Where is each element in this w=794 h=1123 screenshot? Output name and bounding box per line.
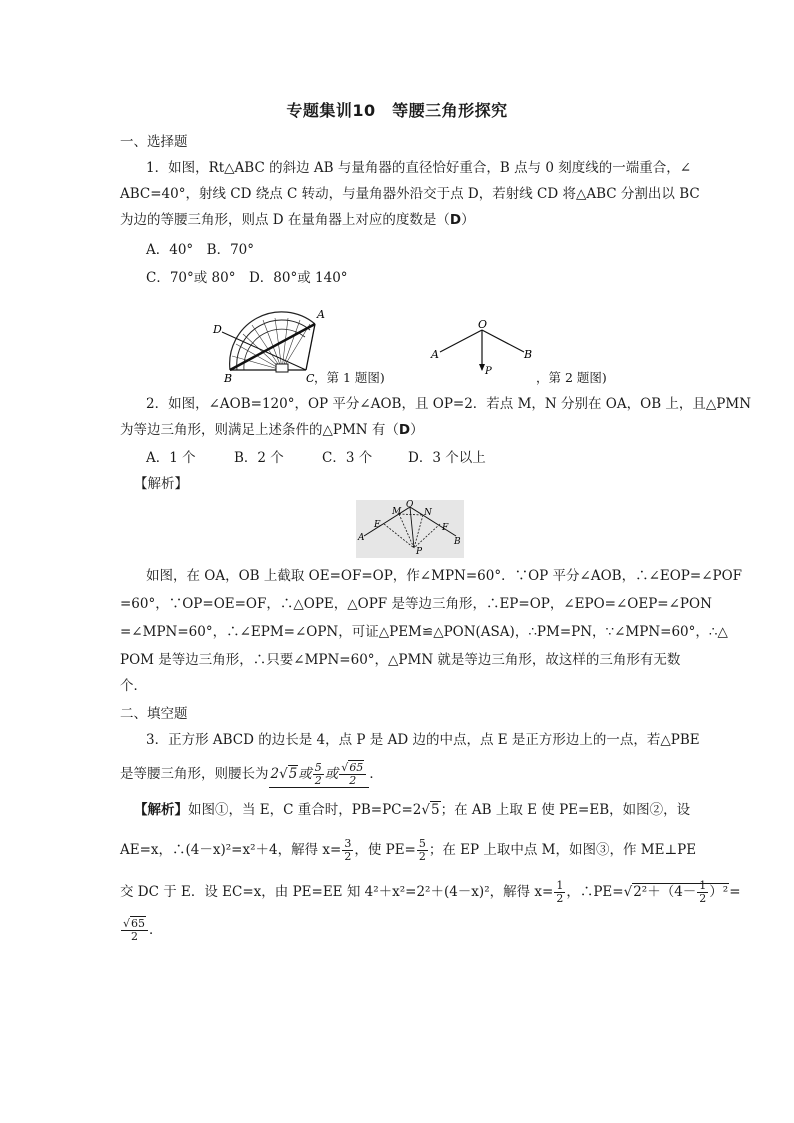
q2-answer: D <box>398 422 411 438</box>
q2-analysis-line4: POM 是等边三角形，∴只要∠MPN=60°，△PMN 就是等边三角形，故这样的三角形有无数 <box>120 652 681 668</box>
q2a-label-o: O <box>406 500 414 510</box>
q2-figure-caption: ，第 2 题图) <box>536 370 607 385</box>
section-heading-fill: 二、填空题 <box>120 706 188 722</box>
q2a-label-f: F <box>442 523 449 533</box>
q2-analysis-label: 【解析】 <box>134 476 188 492</box>
q2a-label-m: M <box>392 507 402 517</box>
q2a-label-a: A <box>358 533 365 543</box>
q1-text-line1: 1．如图，Rt△ABC 的斜边 AB 与量角器的直径恰好重合，B 点与 0 刻度线的一端重合，∠ <box>146 160 692 176</box>
q2-fig-label-p: P <box>485 366 492 377</box>
q1-figure-caption: ，第 1 题图) <box>314 370 385 385</box>
q1-fig-label-d: D <box>213 323 222 336</box>
q1-answer: D <box>449 212 462 228</box>
q3-analysis-line2: AE=x，∴(4－x)²=x²＋4，解得 x= $\frac{3}{2}$ ，使 PE= $\frac{5}{2}$ ；在 EP 上取中点 M，如图③，作 ME⊥PE <box>120 837 697 863</box>
q1-text-line3: 为边的等腰三角形，则点 D 在量角器上对应的度数是（D） <box>120 212 475 228</box>
q2-text-line1: 2．如图，∠AOB=120°，OP 平分∠AOB，且 OP=2．若点 M，N 分别在 OA，OB 上，且△PMN <box>146 396 752 412</box>
page-title: 专题集训10 等腰三角形探究 <box>286 101 508 120</box>
q1-fig-label-b: B <box>224 372 233 384</box>
q2-analysis-line5: 个． <box>120 678 147 694</box>
q2a-label-p: P <box>416 547 423 557</box>
section-heading-choice: 一、选择题 <box>120 134 188 150</box>
q1-options-ab: A．40° B．70° <box>146 242 255 258</box>
q2-analysis-line3: =∠MPN=60°，∴∠EPM=∠OPN，可证△PEM≌△PON(ASA)，∴PM=PN，∵∠MPN=60°，∴△ <box>120 624 728 640</box>
q2-analysis-line1: 如图，在 OA，OB 上截取 OE=OF=OP，作∠MPN=60°．∵OP 平分∠AOB，∴∠EOP=∠POF <box>146 568 743 584</box>
q2-angle-figure <box>428 318 538 380</box>
q2-option-d: D．3 个以上 <box>408 450 486 466</box>
q2a-label-e: E <box>374 520 381 530</box>
q2-fig-label-o: O <box>478 318 488 331</box>
q2-fig-label-b: B <box>524 348 533 361</box>
q1-text-line2: ABC=40°，射线 CD 绕点 C 转动，与量角器外沿交于点 D，若射线 CD 将△ABC 分割出以 BC <box>120 186 700 202</box>
q2-option-b: B．2 个 <box>234 450 284 466</box>
q3-analysis-line1: 【解析】如图①，当 E，C 重合时，PB=PC=2√5；在 AB 上取 E 使 PE=EB，如图②，设 <box>134 802 691 818</box>
q2-fig-label-a: A <box>431 348 439 361</box>
q1-fig-label-c: C <box>306 372 315 384</box>
q2-option-a: A．1 个 <box>146 450 196 466</box>
q2a-label-b: B <box>454 537 461 547</box>
q3-answer-blank: 2√5或 $\frac{5}{2}$ 或 $\frac{√65}{2}$ <box>269 762 370 788</box>
q1-fig-label-a: A <box>317 308 325 321</box>
q3-analysis-line3: 交 DC 于 E．设 EC=x，由 PE=EE 知 4²＋x²=2²＋(4－x)²，解得 x= $\frac{1}{2}$ ，∴PE=√2²＋（4－ $\frac{1}{2}$ ）²= <box>120 879 741 905</box>
q2-options <box>146 448 706 468</box>
q1-options-cd: C．70°或 80° D．80°或 140° <box>146 270 348 286</box>
q2-text-line2: 为等边三角形，则满足上述条件的△PMN 有（D） <box>120 422 424 438</box>
q3-text-line1: 3．正方形 ABCD 的边长是 4，点 P 是 AD 边的中点，点 E 是正方形边上的一点，若△PBE <box>146 732 700 748</box>
q3-analysis-line4: $\frac{√65}{2}$ ． <box>123 917 163 943</box>
q2-analysis-line2: =60°，∵OP=OE=OF，∴△OPE，△OPF 是等边三角形，∴EP=OP，∠EPO=∠OEP=∠PON <box>120 596 712 612</box>
q2-analysis-figure <box>356 500 464 558</box>
q2a-label-n: N <box>424 508 432 518</box>
q3-text-line2: 是等腰三角形，则腰长为 2√5或 $\frac{5}{2}$ 或 $\frac{√65}{2}$ ． <box>120 761 383 787</box>
q2-option-c: C．3 个 <box>322 450 373 466</box>
